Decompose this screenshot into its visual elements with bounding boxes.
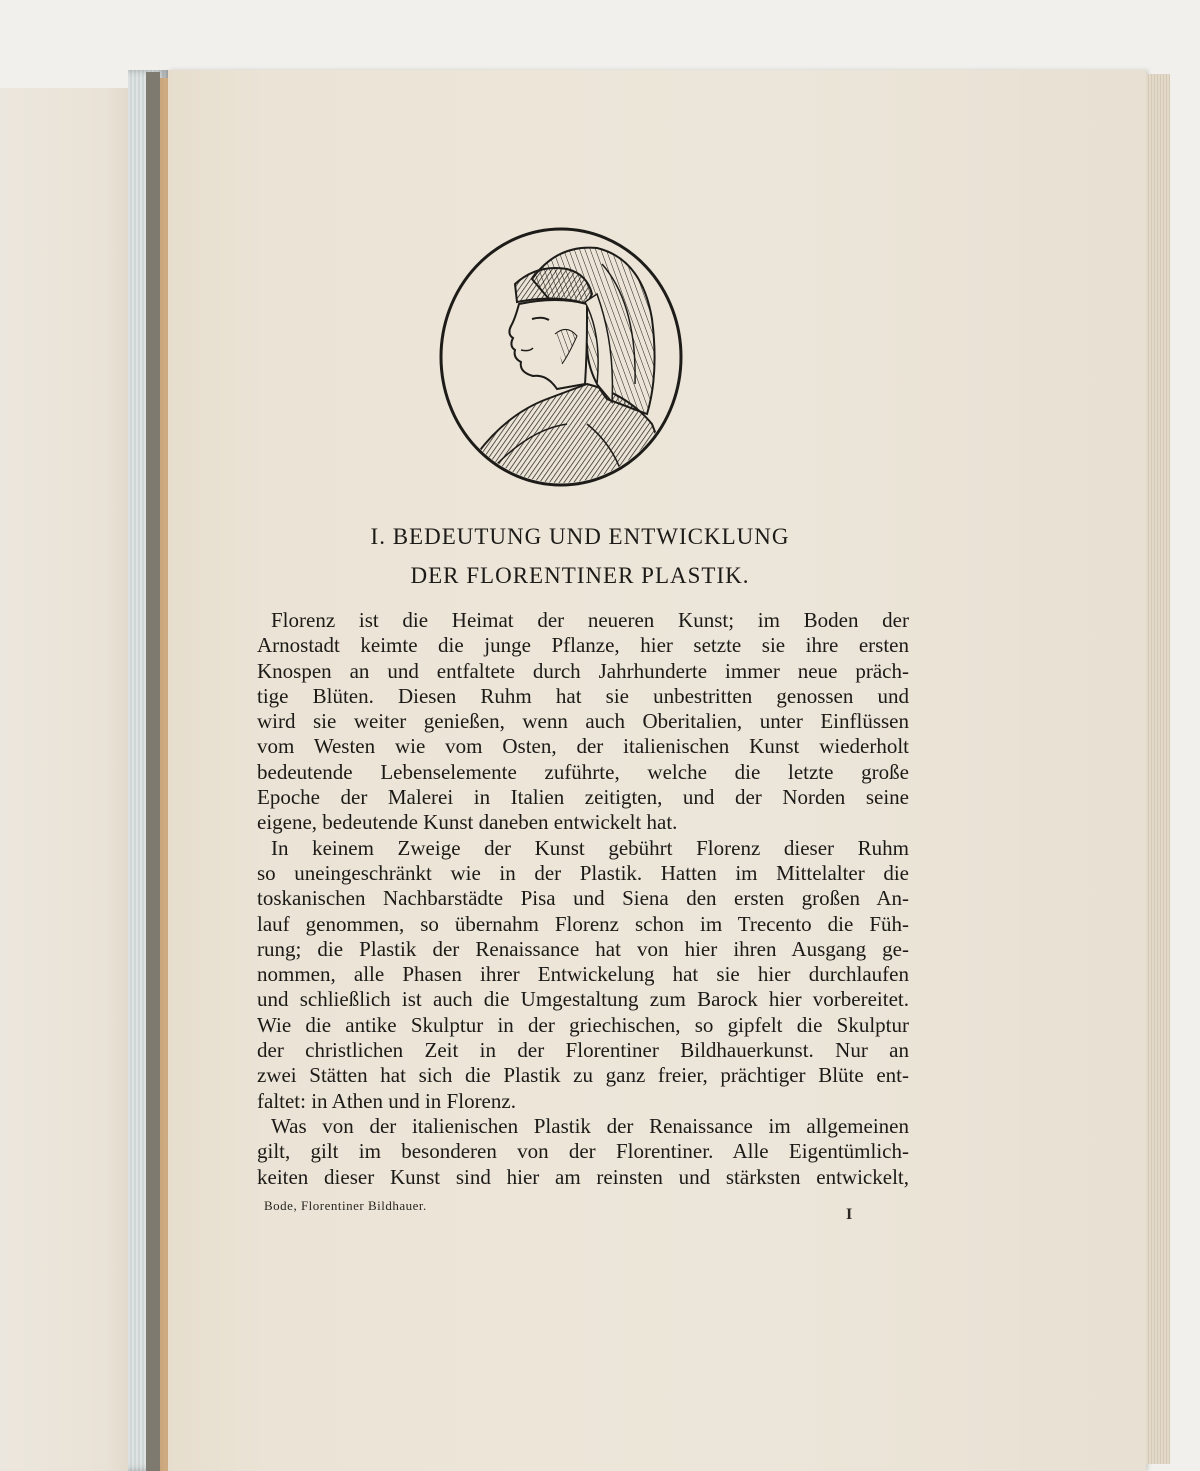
text-line: Epoche der Malerei in Italien zeitigten, und der Norden seine — [257, 785, 909, 810]
text-line: nommen, alle Phasen ihrer Entwickelung hat sie hier durchlaufen — [257, 962, 909, 987]
text-line: Wie die antike Skulptur in der griechischen, so gipfelt die Skulptur — [257, 1012, 909, 1037]
text-line: wird sie weiter genießen, wenn auch Oberitalien, unter Einflüssen — [257, 709, 909, 734]
text-line: eigene, bedeutende Kunst daneben entwickelt hat. — [257, 810, 678, 835]
chapter-title-line-2: DER FLORENTINER PLASTIK. — [410, 563, 750, 588]
text-line: so uneingeschränkt wie in der Plastik. Hatten im Mittelalter die — [257, 860, 909, 885]
text-line: und schließlich ist auch die Umgestaltung zum Barock hier vorbereitet. — [257, 987, 909, 1012]
page-number: I — [846, 1206, 853, 1223]
text-line: keiten dieser Kunst sind hier am reinsten und stärksten entwickelt, — [257, 1164, 909, 1189]
text-line: der christlichen Zeit in der Florentiner Bildhauerkunst. Nur an — [257, 1038, 909, 1063]
text-line: faltet: in Athen und in Florenz. — [257, 1088, 516, 1113]
text-line: Arnostadt keimte die junge Pflanze, hier setzte sie ihre ersten — [257, 633, 909, 658]
portrait-medallion-icon — [437, 224, 685, 490]
text-line: In keinem Zweige der Kunst gebührt Florenz dieser Ruhm — [271, 835, 909, 860]
text-line: toskanischen Nachbarstädte Pisa und Siena den ersten großen An- — [257, 886, 909, 911]
spine-gutter — [146, 72, 160, 1471]
text-line: zwei Stätten hat sich die Plastik zu ganz freier, prächtiger Blüte ent- — [257, 1063, 909, 1088]
body-text — [257, 608, 909, 1190]
text-line: gilt, gilt im besonderen von der Florentiner. Alle Eigentümlich- — [257, 1139, 909, 1164]
text-line: tige Blüten. Diesen Ruhm hat sie unbestritten genossen und — [257, 683, 909, 708]
text-line: Was von der italienischen Plastik der Renaissance im allgemeinen — [271, 1113, 909, 1138]
text-line: Knospen an und entfaltete durch Jahrhunderte immer neue präch- — [257, 658, 909, 683]
text-line: bedeutende Lebenselemente zuführte, welche die letzte große — [257, 759, 909, 784]
text-line: Florenz ist die Heimat der neueren Kunst; im Boden der — [271, 608, 909, 632]
chapter-title-line-1: I. BEDEUTUNG UND ENTWICKLUNG — [370, 524, 790, 549]
page-stack-edge — [1146, 74, 1170, 1464]
signature-mark: Bode, Florentiner Bildhauer. — [264, 1198, 427, 1213]
text-line: lauf genommen, so übernahm Florenz schon im Trecento die Füh- — [257, 911, 909, 936]
text-line: rung; die Plastik der Renaissance hat von hier ihren Ausgang ge- — [257, 936, 909, 961]
text-line: vom Westen wie vom Osten, der italienischen Kunst wiederholt — [257, 734, 909, 759]
